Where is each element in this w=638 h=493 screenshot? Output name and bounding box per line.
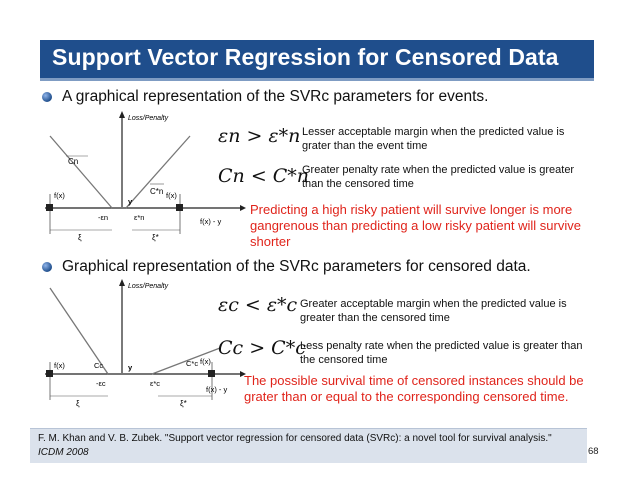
bullet-events-text: A graphical representation of the SVRc parameters for events. xyxy=(62,88,489,105)
censored-ccstar-label: C*c xyxy=(186,359,199,368)
censored-fx-right-label: f(x) xyxy=(200,357,211,366)
censored-fx-left-label: f(x) xyxy=(54,361,65,370)
title-bar xyxy=(40,40,594,81)
events-x-arrow xyxy=(240,205,246,211)
censored-x-label: f(x) - y xyxy=(206,385,228,394)
censored-eq1-desc: Greater acceptable margin when the predicted value is greater than the censored time xyxy=(300,298,567,324)
events-xi-label: ξ xyxy=(78,233,82,242)
censored-y-arrow xyxy=(119,279,125,286)
censored-xistar-label: ξ* xyxy=(180,399,187,408)
events-x-label: f(x) - y xyxy=(200,217,222,226)
events-note: Predicting a high risky patient will survive longer is more gangrenous than predicting a low risky patient will survive shorter xyxy=(250,202,581,249)
bullet-dot-icon xyxy=(42,262,52,272)
censored-eq2 xyxy=(218,337,306,359)
citation xyxy=(38,432,578,460)
events-eps-star-label: ε*n xyxy=(134,213,145,222)
citation-text: F. M. Khan and V. B. Zubek. "Support vector regression for censored data (SVRc): a novel tool for survival analysis." xyxy=(38,433,552,444)
events-eq1-desc: Lesser acceptable margin when the predicted value is grater than the event time xyxy=(302,126,565,152)
events-fx-left-label: f(x) xyxy=(54,191,65,200)
page-number: 68 xyxy=(588,446,599,457)
censored-y-label: Loss/Penalty xyxy=(128,283,169,290)
events-fx-right-label: f(x) xyxy=(166,191,177,200)
censored-note: The possible survival time of censored instances should be grater than or equal to the corresponding censored time. xyxy=(244,373,584,404)
events-eq1-text: εn > ε*n xyxy=(218,125,301,147)
events-fx-left-marker xyxy=(46,204,53,211)
events-y-marker-label: y xyxy=(128,197,133,206)
events-xistar-label: ξ* xyxy=(152,233,159,242)
citation-venue: ICDM 2008 xyxy=(38,447,89,458)
censored-eq2-desc: Less penalty rate when the predicted value is greater than the censored time xyxy=(300,340,583,366)
events-y-arrow xyxy=(119,111,125,118)
censored-eq2-text: Cc > C*c xyxy=(218,337,306,359)
events-fx-right-marker xyxy=(176,204,183,211)
events-eq2 xyxy=(218,165,309,187)
events-cnstar-label: C*n xyxy=(150,187,164,196)
slide-title: Support Vector Regression for Censored Data xyxy=(52,44,559,70)
bullet-dot-icon xyxy=(42,92,52,102)
censored-fx-left-marker xyxy=(46,370,53,377)
bullet-censored xyxy=(42,258,531,276)
bullet-events xyxy=(42,88,488,106)
censored-fx-right-marker xyxy=(208,370,215,377)
censored-xi-label: ξ xyxy=(76,399,80,408)
censored-eq1 xyxy=(218,294,297,316)
censored-eq1-text: εc < ε*c xyxy=(218,294,298,316)
events-y-label: Loss/Penalty xyxy=(128,115,169,122)
censored-eps-star-label: ε*c xyxy=(150,379,161,388)
bullet-censored-text: Graphical representation of the SVRc parameters for censored data. xyxy=(62,258,531,275)
censored-neg-eps-label: -εc xyxy=(96,379,106,388)
events-cn-label: Cn xyxy=(68,157,79,166)
events-eq2-desc: Greater penalty rate when the predicted value is greater than the censored time xyxy=(302,164,575,190)
events-eq2-text: Cn < C*n xyxy=(218,165,310,187)
censored-cc-label: Cc xyxy=(94,361,104,370)
events-eq1 xyxy=(218,125,300,147)
censored-y-marker-label: y xyxy=(128,363,133,372)
events-neg-eps-label: -εn xyxy=(98,213,109,222)
